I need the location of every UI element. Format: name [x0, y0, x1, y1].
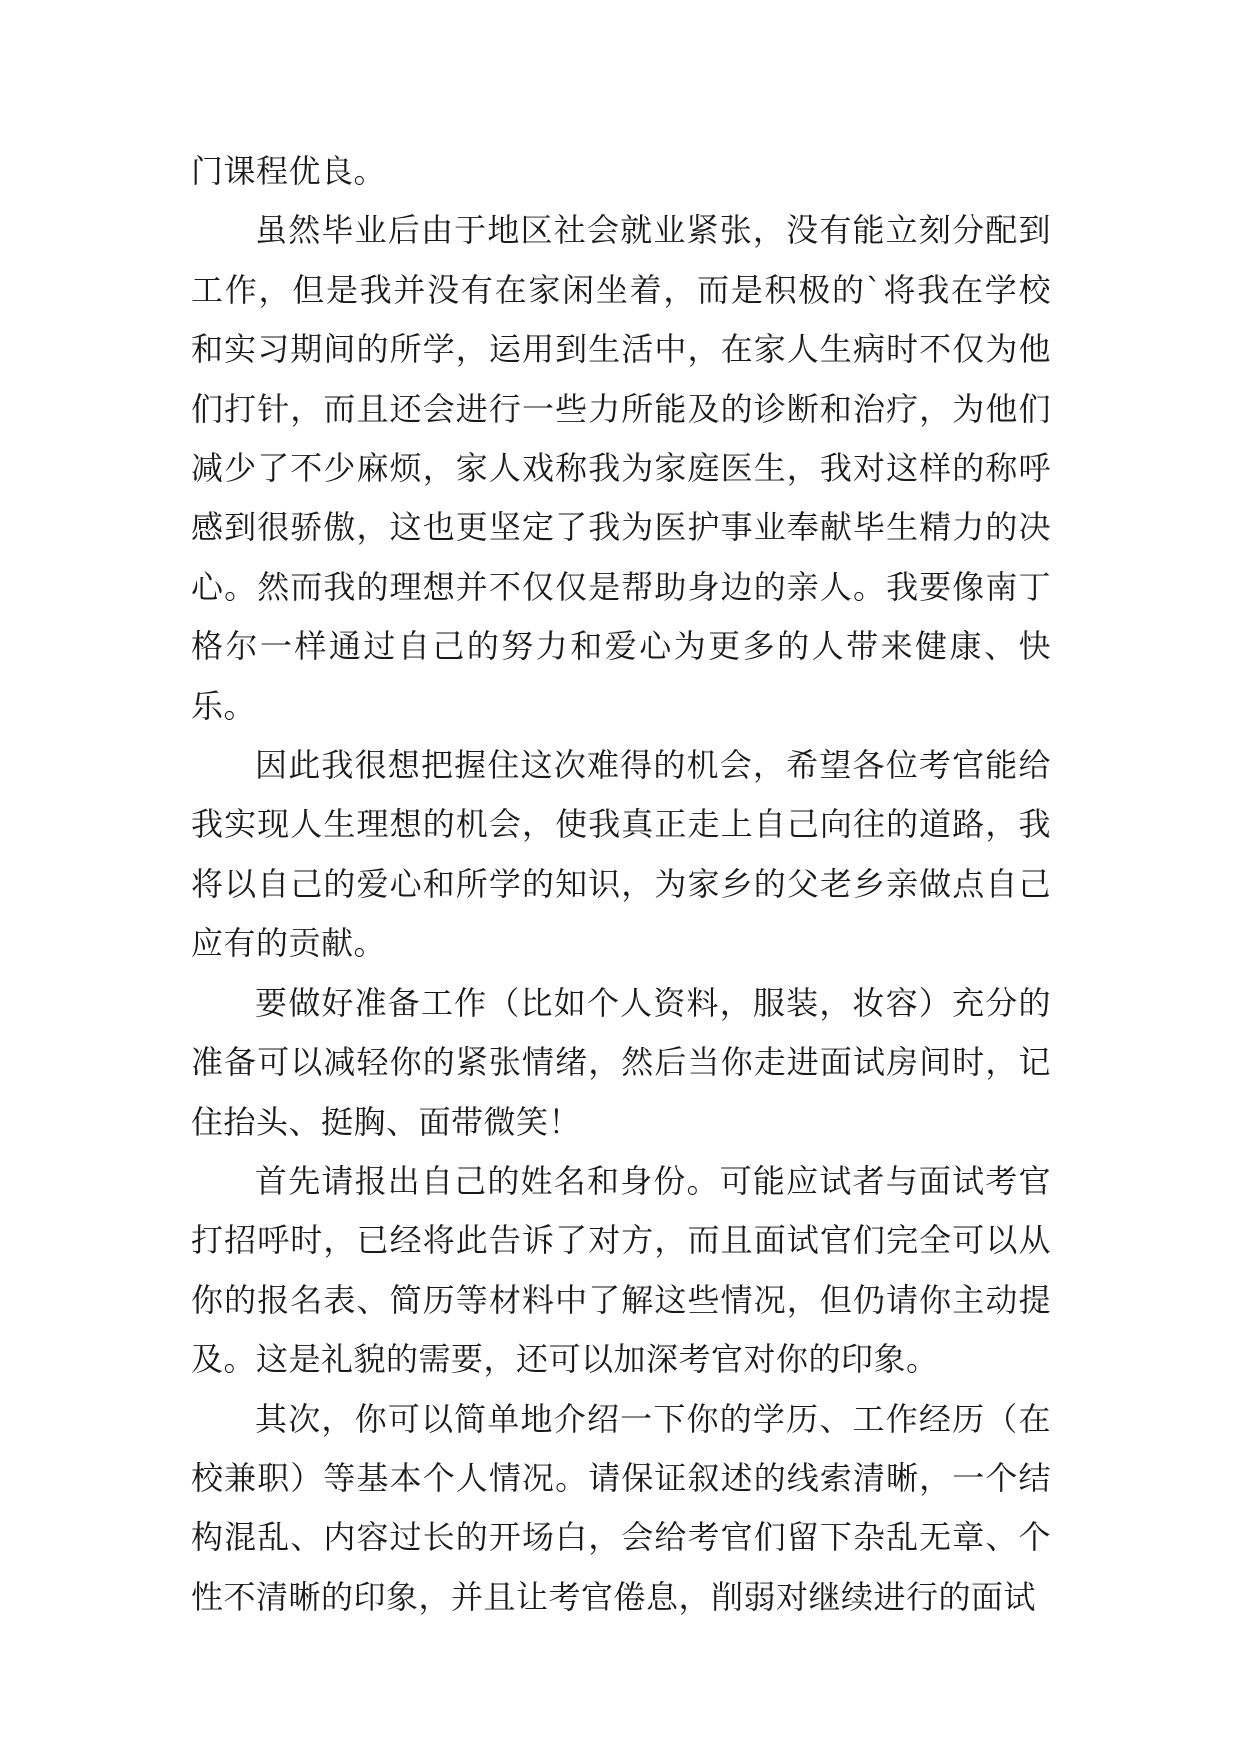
paragraph-opportunity: 因此我很想把握住这次难得的机会，希望各位考官能给我实现人生理想的机会，使我真正走上自己向往的道路，我将以自己的爱心和所学的知识，为家乡的父老乡亲做点自己应有的贡献。 — [191, 746, 1051, 963]
paragraph-preparation: 要做好准备工作（比如个人资料，服装，妆容）充分的准备可以减轻你的紧张情绪，然后当你走进面试房间时，记住抬头、挺胸、面带微笑！ — [191, 983, 1051, 1141]
paragraph-continuation: 门课程优良。 — [191, 152, 387, 190]
paragraph-introduction: 首先请报出自己的姓名和身份。可能应试者与面试考官打招呼时，已经将此告诉了对方，而且面试官们完全可以从你的报名表、简历等材料中了解这些情况，但仍请你主动提及。这是礼貌的需要，还可以加深考官对你的印象。 — [191, 1161, 1051, 1379]
paragraph-employment: 虽然毕业后由于地区社会就业紧张，没有能立刻分配到工作，但是我并没有在家闲坐着，而是积极的`将我在学校和实习期间的所学，运用到生活中，在家人生病时不仅为他们打针，而且还会进行一些力所能及的诊断和治疗，为他们减少了不少麻烦，家人戏称我为家庭医生，我对这样的称呼感到很骄傲，这也更坚定了我为医护事业奉献毕生精力的决心。然而我的理想并不仅仅是帮助身边的亲人。我要像南丁格尔一样通过自己的努力和爱心为更多的人带来健康、快乐。 — [191, 211, 1051, 725]
document-body — [191, 142, 1051, 1627]
paragraph-background: 其次，你可以简单地介绍一下你的学历、工作经历（在校兼职）等基本个人情况。请保证叙述的线索清晰，一个结构混乱、内容过长的开场白，会给考官们留下杂乱无章、个性不清晰的印象，并且让考官倦息，削弱对继续进行的面试 — [191, 1399, 1051, 1616]
